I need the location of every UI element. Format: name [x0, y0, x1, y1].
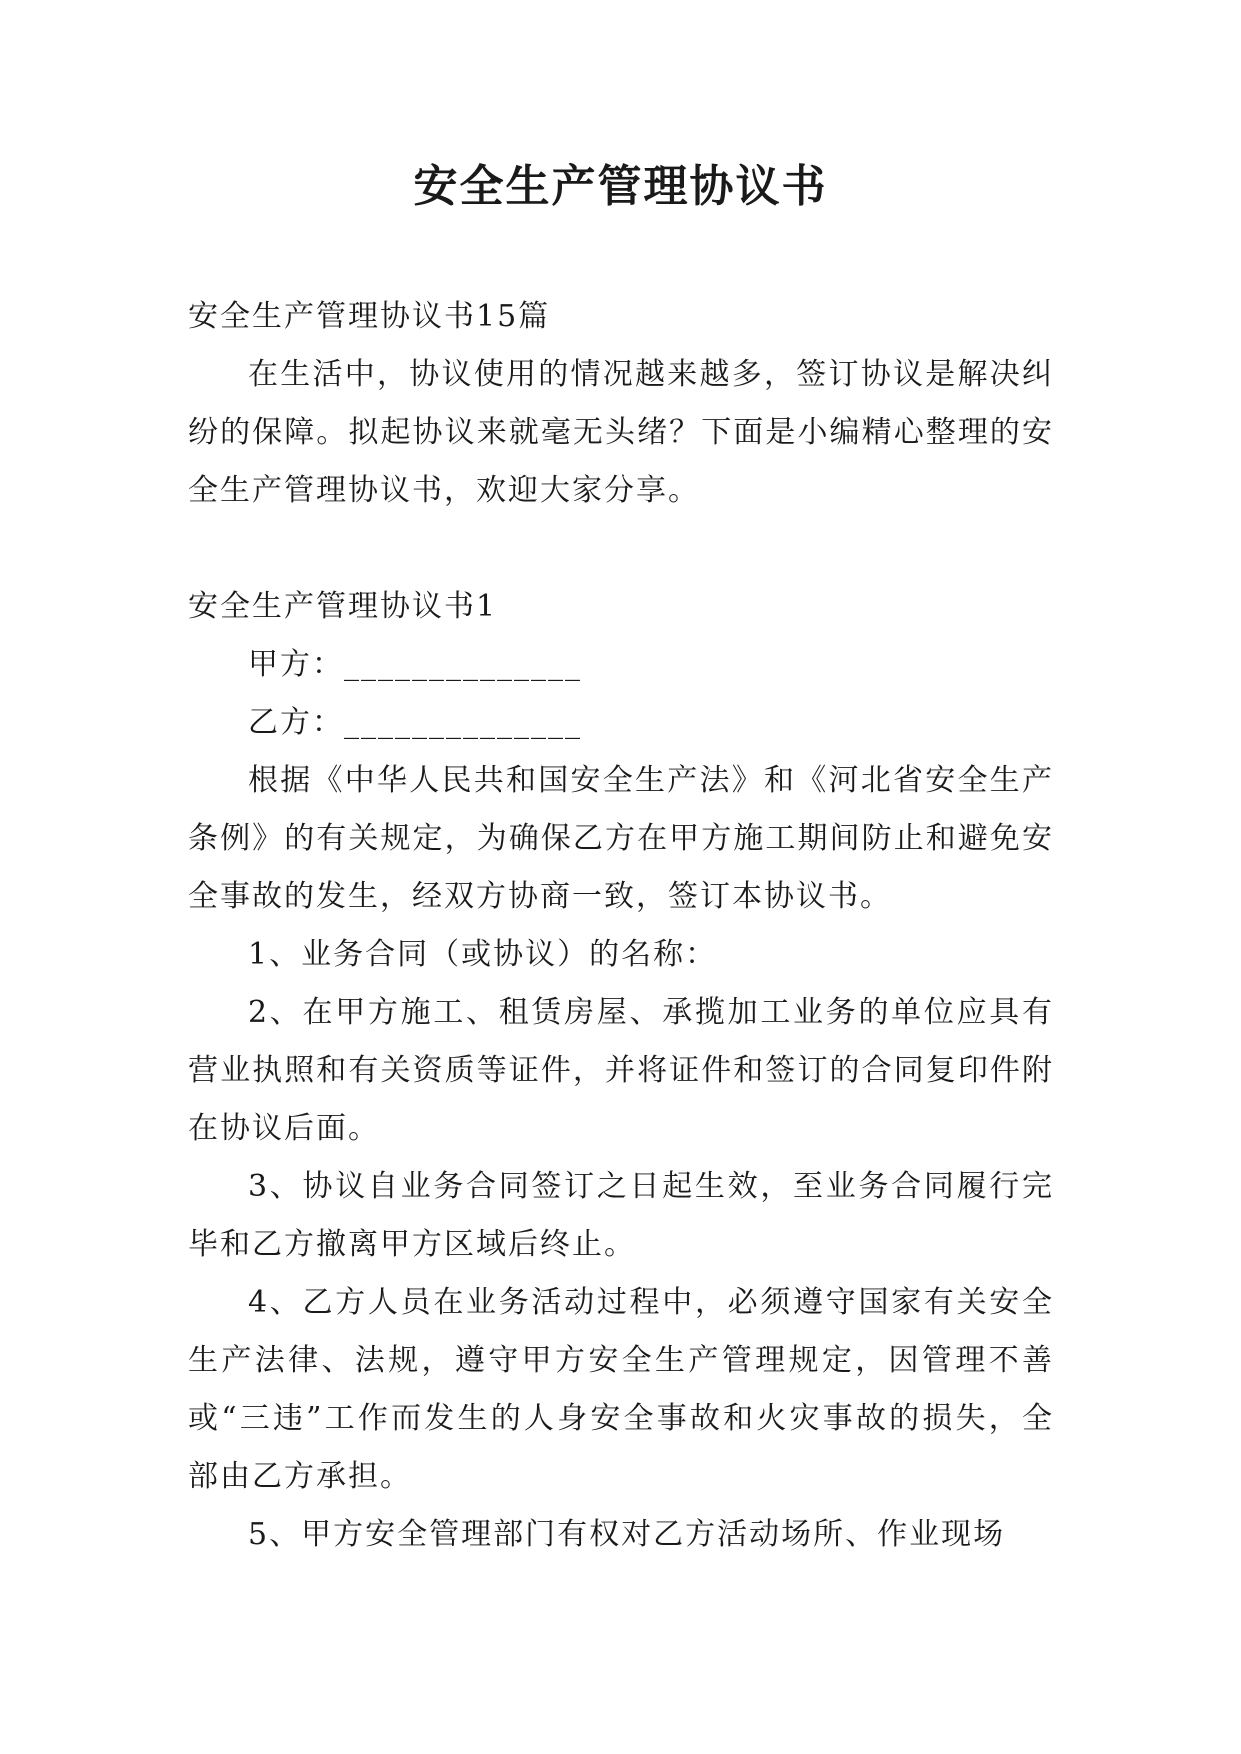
paragraph-spacer: [188, 520, 1054, 578]
intro-paragraph: 在生活中，协议使用的情况越来越多，签订协议是解决纠纷的保障。拟起协议来就毫无头绪？下面是小编精心整理的安全生产管理协议书，欢迎大家分享。: [188, 357, 1054, 508]
clause-3: 3、协议自业务合同签订之日起生效，至业务合同履行完毕和乙方撤离甲方区域后终止。: [188, 1169, 1054, 1262]
clause-4: 4、乙方人员在业务活动过程中，必须遵守国家有关安全生产法律、法规，遵守甲方安全生产管理规定，因管理不善或“三违”工作而发生的人身安全事故和火灾事故的损失，全部由乙方承担。: [188, 1285, 1054, 1494]
preamble-paragraph: 根据《中华人民共和国安全生产法》和《河北省安全生产条例》的有关规定，为确保乙方在甲方施工期间防止和避免安全事故的发生，经双方协商一致，签订本协议书。: [188, 763, 1054, 914]
clause-2: 2、在甲方施工、租赁房屋、承揽加工业务的单位应具有营业执照和有关资质等证件，并将证件和签订的合同复印件附在协议后面。: [188, 995, 1054, 1146]
section-title: 安全生产管理协议书1: [188, 589, 498, 624]
clause-5: 5、甲方安全管理部门有权对乙方活动场所、作业现场: [248, 1517, 1006, 1552]
document-subtitle: 安全生产管理协议书15篇: [188, 299, 551, 334]
party-b-line: 乙方：______________: [248, 705, 582, 740]
document-body: [188, 288, 1054, 1564]
party-a-line: 甲方：______________: [248, 647, 582, 682]
document-title: 安全生产管理协议书: [413, 161, 828, 212]
clause-1: 1、业务合同（或协议）的名称：: [248, 937, 718, 972]
